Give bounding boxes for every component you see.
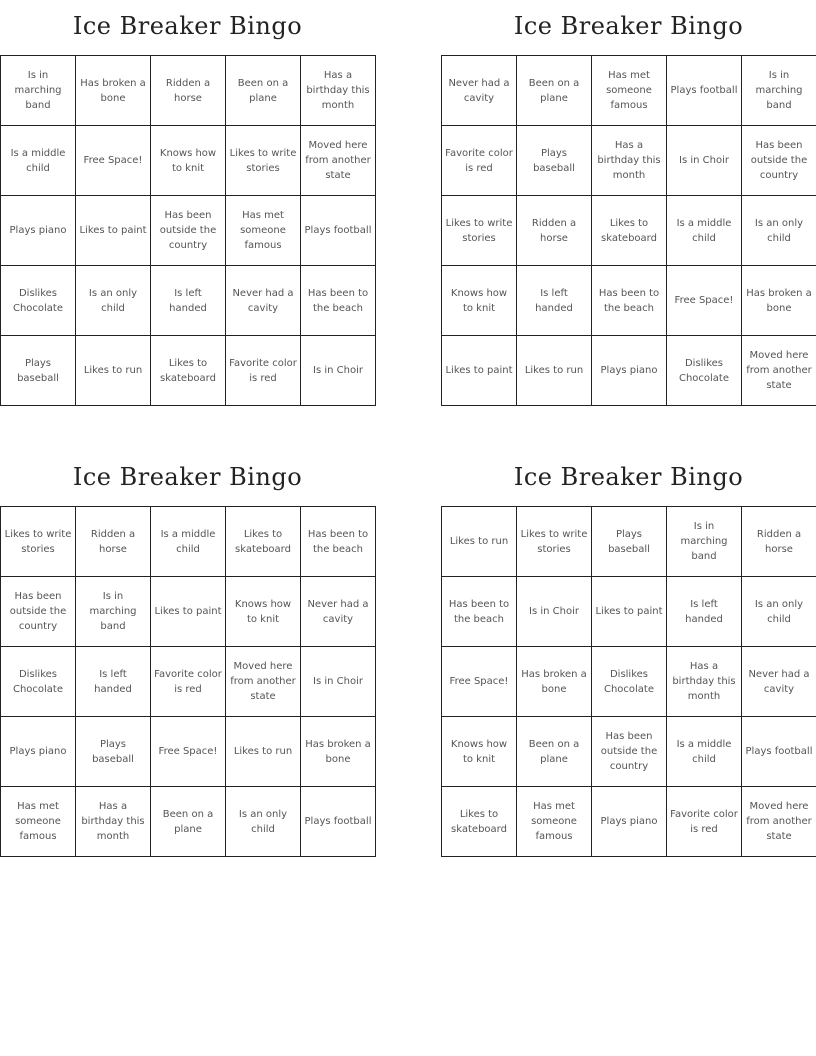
- grid-row: [1, 507, 376, 577]
- bingo-cell: Ridden a horse: [517, 196, 592, 266]
- bingo-cell: Has a birthday this month: [592, 126, 667, 196]
- bingo-cell: Is left handed: [667, 577, 742, 647]
- bingo-cell: Plays football: [742, 717, 816, 787]
- bingo-cell: Moved here from another state: [301, 126, 376, 196]
- bingo-cell: Knows how to knit: [226, 577, 301, 647]
- bingo-cell: Has a birthday this month: [76, 787, 151, 857]
- bingo-cell: Favorite color is red: [151, 647, 226, 717]
- bingo-cell: Never had a cavity: [442, 56, 517, 126]
- bingo-cell: Has been to the beach: [592, 266, 667, 336]
- bingo-cell: Likes to skateboard: [442, 787, 517, 857]
- bingo-cell: Plays piano: [592, 787, 667, 857]
- bingo-cell: Likes to paint: [442, 336, 517, 406]
- bingo-cell: Dislikes Chocolate: [1, 647, 76, 717]
- bingo-grid: [441, 506, 816, 857]
- grid-row: [442, 577, 816, 647]
- card-title: Ice Breaker Bingo: [72, 463, 303, 491]
- bingo-cell: Never had a cavity: [301, 577, 376, 647]
- bingo-cell: Likes to write stories: [226, 126, 301, 196]
- bingo-cell: Been on a plane: [517, 56, 592, 126]
- bingo-cell: Moved here from another state: [742, 336, 816, 406]
- card-title: Ice Breaker Bingo: [513, 463, 744, 491]
- bingo-cell: Is an only child: [742, 196, 816, 266]
- bingo-cell: Plays football: [301, 196, 376, 266]
- grid-row: [1, 787, 376, 857]
- bingo-cell: Is in Choir: [517, 577, 592, 647]
- bingo-card: [0, 451, 375, 857]
- card-title: Ice Breaker Bingo: [513, 12, 744, 40]
- bingo-cell: Plays baseball: [1, 336, 76, 406]
- bingo-cell: Is an only child: [76, 266, 151, 336]
- grid-row: [1, 266, 376, 336]
- bingo-cell: Is in marching band: [76, 577, 151, 647]
- bingo-card: [0, 0, 375, 406]
- grid-row: [442, 647, 816, 717]
- bingo-cell: Has met someone famous: [226, 196, 301, 266]
- bingo-cell: Has a birthday this month: [301, 56, 376, 126]
- bingo-cell: Has broken a bone: [301, 717, 376, 787]
- bingo-cell: Knows how to knit: [442, 717, 517, 787]
- bingo-cell: Moved here from another state: [742, 787, 816, 857]
- bingo-cell: Likes to skateboard: [226, 507, 301, 577]
- bingo-cell: Is a middle child: [151, 507, 226, 577]
- bingo-cell: Ridden a horse: [742, 507, 816, 577]
- bingo-cell: Never had a cavity: [742, 647, 816, 717]
- bingo-cell: Likes to run: [442, 507, 517, 577]
- bingo-cell: Has met someone famous: [592, 56, 667, 126]
- card-title: Ice Breaker Bingo: [72, 12, 303, 40]
- bingo-cell: Likes to write stories: [517, 507, 592, 577]
- grid-row: [442, 56, 816, 126]
- bingo-cell: Dislikes Chocolate: [667, 336, 742, 406]
- free-space-cell: Free Space!: [667, 266, 742, 336]
- bingo-cell: Plays piano: [592, 336, 667, 406]
- bingo-cell: Moved here from another state: [226, 647, 301, 717]
- bingo-cell: Ridden a horse: [151, 56, 226, 126]
- bingo-cell: Plays football: [301, 787, 376, 857]
- bingo-cell: Has been outside the country: [151, 196, 226, 266]
- grid-row: [442, 336, 816, 406]
- bingo-cell: Is in marching band: [667, 507, 742, 577]
- bingo-cell: Has broken a bone: [742, 266, 816, 336]
- grid-row: [1, 647, 376, 717]
- bingo-cell: Likes to paint: [592, 577, 667, 647]
- bingo-cell: Likes to run: [76, 336, 151, 406]
- bingo-cell: Has broken a bone: [76, 56, 151, 126]
- bingo-cell: Is an only child: [742, 577, 816, 647]
- bingo-cell: Favorite color is red: [442, 126, 517, 196]
- bingo-cell: Knows how to knit: [442, 266, 517, 336]
- bingo-cell: Has been outside the country: [742, 126, 816, 196]
- bingo-cell: Has been to the beach: [301, 507, 376, 577]
- bingo-cell: Plays baseball: [76, 717, 151, 787]
- bingo-cell: Likes to write stories: [442, 196, 517, 266]
- free-space-cell: Free Space!: [76, 126, 151, 196]
- bingo-cell: Has been to the beach: [442, 577, 517, 647]
- grid-row: [1, 336, 376, 406]
- bingo-cell: Likes to write stories: [1, 507, 76, 577]
- grid-row: [442, 787, 816, 857]
- grid-row: [1, 196, 376, 266]
- bingo-cell: Favorite color is red: [226, 336, 301, 406]
- bingo-cell: Likes to paint: [151, 577, 226, 647]
- free-space-cell: Free Space!: [442, 647, 517, 717]
- grid-row: [1, 717, 376, 787]
- bingo-cell: Never had a cavity: [226, 266, 301, 336]
- grid-row: [1, 56, 376, 126]
- bingo-cell: Likes to run: [517, 336, 592, 406]
- bingo-grid: [441, 55, 816, 406]
- bingo-cell: Likes to skateboard: [592, 196, 667, 266]
- bingo-cell: Is a middle child: [667, 196, 742, 266]
- grid-row: [442, 266, 816, 336]
- bingo-cell: Likes to run: [226, 717, 301, 787]
- bingo-cell: Has been outside the country: [592, 717, 667, 787]
- grid-row: [1, 577, 376, 647]
- bingo-cell: Ridden a horse: [76, 507, 151, 577]
- grid-row: [442, 196, 816, 266]
- bingo-cell: Dislikes Chocolate: [592, 647, 667, 717]
- bingo-cell: Is left handed: [151, 266, 226, 336]
- bingo-cell: Is in Choir: [301, 647, 376, 717]
- bingo-cell: Is a middle child: [667, 717, 742, 787]
- bingo-cell: Favorite color is red: [667, 787, 742, 857]
- bingo-card: [441, 0, 816, 406]
- bingo-cell: Is in Choir: [301, 336, 376, 406]
- grid-row: [1, 126, 376, 196]
- bingo-cell: Plays piano: [1, 196, 76, 266]
- bingo-cell: Is a middle child: [1, 126, 76, 196]
- bingo-cell: Has met someone famous: [517, 787, 592, 857]
- bingo-cell: Is in marching band: [742, 56, 816, 126]
- bingo-cell: Plays piano: [1, 717, 76, 787]
- bingo-cell: Plays baseball: [592, 507, 667, 577]
- bingo-cell: Is left handed: [76, 647, 151, 717]
- bingo-cell: Likes to skateboard: [151, 336, 226, 406]
- bingo-cell: Has been outside the country: [1, 577, 76, 647]
- bingo-cell: Has broken a bone: [517, 647, 592, 717]
- bingo-cell: Been on a plane: [517, 717, 592, 787]
- bingo-cell: Dislikes Chocolate: [1, 266, 76, 336]
- grid-row: [442, 717, 816, 787]
- bingo-cell: Knows how to knit: [151, 126, 226, 196]
- bingo-cell: Is in Choir: [667, 126, 742, 196]
- bingo-cell: Is an only child: [226, 787, 301, 857]
- bingo-card: [441, 451, 816, 857]
- bingo-grid: [0, 506, 376, 857]
- grid-row: [442, 507, 816, 577]
- free-space-cell: Free Space!: [151, 717, 226, 787]
- bingo-cell: Plays baseball: [517, 126, 592, 196]
- bingo-cell: Been on a plane: [226, 56, 301, 126]
- bingo-cell: Likes to paint: [76, 196, 151, 266]
- bingo-cell: Is left handed: [517, 266, 592, 336]
- bingo-cell: Has been to the beach: [301, 266, 376, 336]
- bingo-cell: Has a birthday this month: [667, 647, 742, 717]
- bingo-cell: Is in marching band: [1, 56, 76, 126]
- bingo-cell: Has met someone famous: [1, 787, 76, 857]
- grid-row: [442, 126, 816, 196]
- bingo-cell: Plays football: [667, 56, 742, 126]
- bingo-cell: Been on a plane: [151, 787, 226, 857]
- bingo-grid: [0, 55, 376, 406]
